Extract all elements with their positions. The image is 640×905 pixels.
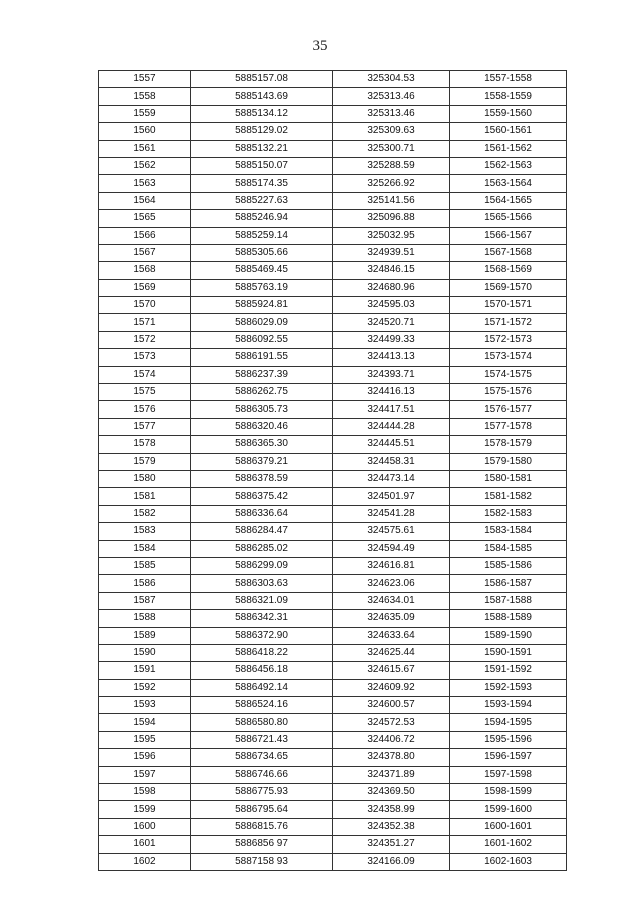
table-row: [99, 801, 567, 818]
y-coordinate-cell: 324369.50: [333, 784, 450, 801]
y-coordinate-cell: 324623.06: [333, 575, 450, 592]
segment-cell: 1591-1592: [450, 662, 567, 679]
segment-cell: 1602-1603: [450, 853, 567, 870]
point-number-cell: 1578: [99, 436, 191, 453]
table-row: [99, 766, 567, 783]
segment-cell: 1598-1599: [450, 784, 567, 801]
table-row: [99, 314, 567, 331]
y-coordinate-cell: 324393.71: [333, 366, 450, 383]
y-coordinate-cell: 324351.27: [333, 836, 450, 853]
x-coordinate-cell: 5886092.55: [191, 331, 333, 348]
y-coordinate-cell: 324371.89: [333, 766, 450, 783]
x-coordinate-cell: 5886305.73: [191, 401, 333, 418]
segment-cell: 1582-1583: [450, 505, 567, 522]
point-number-cell: 1588: [99, 610, 191, 627]
table-row: [99, 123, 567, 140]
y-coordinate-cell: 324501.97: [333, 488, 450, 505]
x-coordinate-cell: 5886237.39: [191, 366, 333, 383]
point-number-cell: 1581: [99, 488, 191, 505]
y-coordinate-cell: 324634.01: [333, 592, 450, 609]
point-number-cell: 1579: [99, 453, 191, 470]
y-coordinate-cell: 325313.46: [333, 88, 450, 105]
point-number-cell: 1569: [99, 279, 191, 296]
y-coordinate-cell: 324939.51: [333, 244, 450, 261]
point-number-cell: 1585: [99, 557, 191, 574]
point-number-cell: 1590: [99, 644, 191, 661]
segment-cell: 1597-1598: [450, 766, 567, 783]
page-number: 35: [312, 38, 328, 54]
table-row: [99, 644, 567, 661]
segment-cell: 1586-1587: [450, 575, 567, 592]
table-row: [99, 575, 567, 592]
y-coordinate-cell: 324378.80: [333, 749, 450, 766]
y-coordinate-cell: 324575.61: [333, 523, 450, 540]
point-number-cell: 1564: [99, 192, 191, 209]
segment-cell: 1560-1561: [450, 123, 567, 140]
x-coordinate-cell: 5886580.80: [191, 714, 333, 731]
table-row: [99, 384, 567, 401]
point-number-cell: 1598: [99, 784, 191, 801]
x-coordinate-cell: 5886734.65: [191, 749, 333, 766]
x-coordinate-cell: 5885259.14: [191, 227, 333, 244]
segment-cell: 1583-1584: [450, 523, 567, 540]
segment-cell: 1559-1560: [450, 105, 567, 122]
table-row: [99, 88, 567, 105]
y-coordinate-cell: 324541.28: [333, 505, 450, 522]
y-coordinate-cell: 324444.28: [333, 418, 450, 435]
table-row: [99, 784, 567, 801]
point-number-cell: 1597: [99, 766, 191, 783]
y-coordinate-cell: 324600.57: [333, 697, 450, 714]
y-coordinate-cell: 324416.13: [333, 384, 450, 401]
table-row: [99, 227, 567, 244]
y-coordinate-cell: 324499.33: [333, 331, 450, 348]
table-row: [99, 262, 567, 279]
segment-cell: 1569-1570: [450, 279, 567, 296]
y-coordinate-cell: 324473.14: [333, 470, 450, 487]
table-row: [99, 71, 567, 88]
segment-cell: 1571-1572: [450, 314, 567, 331]
point-number-cell: 1565: [99, 210, 191, 227]
point-number-cell: 1573: [99, 349, 191, 366]
table-row: [99, 662, 567, 679]
point-number-cell: 1559: [99, 105, 191, 122]
point-number-cell: 1558: [99, 88, 191, 105]
y-coordinate-cell: 325304.53: [333, 71, 450, 88]
x-coordinate-cell: 5885469.45: [191, 262, 333, 279]
x-coordinate-cell: 5886775.93: [191, 784, 333, 801]
point-number-cell: 1602: [99, 853, 191, 870]
table-row: [99, 331, 567, 348]
point-number-cell: 1570: [99, 297, 191, 314]
segment-cell: 1572-1573: [450, 331, 567, 348]
y-coordinate-cell: 324417.51: [333, 401, 450, 418]
coordinates-table-body: [99, 71, 567, 871]
segment-cell: 1585-1586: [450, 557, 567, 574]
y-coordinate-cell: 325141.56: [333, 192, 450, 209]
x-coordinate-cell: 5886379.21: [191, 453, 333, 470]
table-row: [99, 279, 567, 296]
table-row: [99, 557, 567, 574]
x-coordinate-cell: 5885246.94: [191, 210, 333, 227]
table-row: [99, 210, 567, 227]
table-row: [99, 297, 567, 314]
x-coordinate-cell: 5886191.55: [191, 349, 333, 366]
segment-cell: 1580-1581: [450, 470, 567, 487]
x-coordinate-cell: 5886320.46: [191, 418, 333, 435]
y-coordinate-cell: 324635.09: [333, 610, 450, 627]
segment-cell: 1562-1563: [450, 157, 567, 174]
table-row: [99, 453, 567, 470]
point-number-cell: 1589: [99, 627, 191, 644]
x-coordinate-cell: 5886336.64: [191, 505, 333, 522]
point-number-cell: 1594: [99, 714, 191, 731]
table-row: [99, 749, 567, 766]
segment-cell: 1577-1578: [450, 418, 567, 435]
point-number-cell: 1562: [99, 157, 191, 174]
table-row: [99, 418, 567, 435]
point-number-cell: 1580: [99, 470, 191, 487]
x-coordinate-cell: 5886262.75: [191, 384, 333, 401]
point-number-cell: 1560: [99, 123, 191, 140]
point-number-cell: 1601: [99, 836, 191, 853]
y-coordinate-cell: 325032.95: [333, 227, 450, 244]
table-row: [99, 540, 567, 557]
table-row: [99, 818, 567, 835]
table-row: [99, 244, 567, 261]
table-row: [99, 610, 567, 627]
x-coordinate-cell: 5885150.07: [191, 157, 333, 174]
y-coordinate-cell: 324615.67: [333, 662, 450, 679]
x-coordinate-cell: 5885924.81: [191, 297, 333, 314]
segment-cell: 1601-1602: [450, 836, 567, 853]
point-number-cell: 1577: [99, 418, 191, 435]
table-row: [99, 836, 567, 853]
x-coordinate-cell: 5886378.59: [191, 470, 333, 487]
point-number-cell: 1596: [99, 749, 191, 766]
table-row: [99, 627, 567, 644]
y-coordinate-cell: 325313.46: [333, 105, 450, 122]
point-number-cell: 1584: [99, 540, 191, 557]
y-coordinate-cell: 324458.31: [333, 453, 450, 470]
table-row: [99, 523, 567, 540]
y-coordinate-cell: 324352.38: [333, 818, 450, 835]
y-coordinate-cell: 325288.59: [333, 157, 450, 174]
x-coordinate-cell: 5885763.19: [191, 279, 333, 296]
table-row: [99, 853, 567, 870]
x-coordinate-cell: 5886375.42: [191, 488, 333, 505]
point-number-cell: 1600: [99, 818, 191, 835]
table-row: [99, 679, 567, 696]
y-coordinate-cell: 324572.53: [333, 714, 450, 731]
segment-cell: 1584-1585: [450, 540, 567, 557]
table-row: [99, 140, 567, 157]
x-coordinate-cell: 5886321.09: [191, 592, 333, 609]
x-coordinate-cell: 5886746.66: [191, 766, 333, 783]
segment-cell: 1579-1580: [450, 453, 567, 470]
x-coordinate-cell: 5886303.63: [191, 575, 333, 592]
segment-cell: 1578-1579: [450, 436, 567, 453]
segment-cell: 1557-1558: [450, 71, 567, 88]
point-number-cell: 1593: [99, 697, 191, 714]
segment-cell: 1587-1588: [450, 592, 567, 609]
segment-cell: 1599-1600: [450, 801, 567, 818]
segment-cell: 1592-1593: [450, 679, 567, 696]
point-number-cell: 1583: [99, 523, 191, 540]
point-number-cell: 1587: [99, 592, 191, 609]
x-coordinate-cell: 5886856 97: [191, 836, 333, 853]
x-coordinate-cell: 5885227.63: [191, 192, 333, 209]
x-coordinate-cell: 5886029.09: [191, 314, 333, 331]
segment-cell: 1589-1590: [450, 627, 567, 644]
y-coordinate-cell: 325266.92: [333, 175, 450, 192]
y-coordinate-cell: 324846.15: [333, 262, 450, 279]
segment-cell: 1576-1577: [450, 401, 567, 418]
x-coordinate-cell: 5886418.22: [191, 644, 333, 661]
segment-cell: 1595-1596: [450, 731, 567, 748]
segment-cell: 1565-1566: [450, 210, 567, 227]
point-number-cell: 1591: [99, 662, 191, 679]
point-number-cell: 1567: [99, 244, 191, 261]
table-row: [99, 731, 567, 748]
segment-cell: 1564-1565: [450, 192, 567, 209]
y-coordinate-cell: 324445.51: [333, 436, 450, 453]
point-number-cell: 1576: [99, 401, 191, 418]
table-row: [99, 714, 567, 731]
x-coordinate-cell: 5886284.47: [191, 523, 333, 540]
x-coordinate-cell: 5885143.69: [191, 88, 333, 105]
point-number-cell: 1571: [99, 314, 191, 331]
x-coordinate-cell: 5886795.64: [191, 801, 333, 818]
point-number-cell: 1566: [99, 227, 191, 244]
table-row: [99, 105, 567, 122]
y-coordinate-cell: 324520.71: [333, 314, 450, 331]
table-row: [99, 192, 567, 209]
segment-cell: 1561-1562: [450, 140, 567, 157]
point-number-cell: 1599: [99, 801, 191, 818]
segment-cell: 1590-1591: [450, 644, 567, 661]
table-row: [99, 366, 567, 383]
point-number-cell: 1574: [99, 366, 191, 383]
y-coordinate-cell: 324594.49: [333, 540, 450, 557]
point-number-cell: 1561: [99, 140, 191, 157]
x-coordinate-cell: 5886721.43: [191, 731, 333, 748]
table-row: [99, 697, 567, 714]
segment-cell: 1594-1595: [450, 714, 567, 731]
segment-cell: 1568-1569: [450, 262, 567, 279]
segment-cell: 1574-1575: [450, 366, 567, 383]
segment-cell: 1575-1576: [450, 384, 567, 401]
y-coordinate-cell: 324595.03: [333, 297, 450, 314]
x-coordinate-cell: 5886492.14: [191, 679, 333, 696]
y-coordinate-cell: 324609.92: [333, 679, 450, 696]
x-coordinate-cell: 5886456.18: [191, 662, 333, 679]
segment-cell: 1558-1559: [450, 88, 567, 105]
y-coordinate-cell: 325096.88: [333, 210, 450, 227]
point-number-cell: 1563: [99, 175, 191, 192]
x-coordinate-cell: 5886815.76: [191, 818, 333, 835]
x-coordinate-cell: 5886365.30: [191, 436, 333, 453]
y-coordinate-cell: 324413.13: [333, 349, 450, 366]
table-row: [99, 488, 567, 505]
y-coordinate-cell: 324166.09: [333, 853, 450, 870]
segment-cell: 1600-1601: [450, 818, 567, 835]
table-row: [99, 175, 567, 192]
point-number-cell: 1586: [99, 575, 191, 592]
x-coordinate-cell: 5886372.90: [191, 627, 333, 644]
x-coordinate-cell: 5885157.08: [191, 71, 333, 88]
segment-cell: 1573-1574: [450, 349, 567, 366]
y-coordinate-cell: 324358.99: [333, 801, 450, 818]
segment-cell: 1570-1571: [450, 297, 567, 314]
y-coordinate-cell: 324633.64: [333, 627, 450, 644]
point-number-cell: 1592: [99, 679, 191, 696]
segment-cell: 1596-1597: [450, 749, 567, 766]
segment-cell: 1588-1589: [450, 610, 567, 627]
x-coordinate-cell: 5885305.66: [191, 244, 333, 261]
segment-cell: 1566-1567: [450, 227, 567, 244]
table-row: [99, 592, 567, 609]
point-number-cell: 1557: [99, 71, 191, 88]
x-coordinate-cell: 5886342.31: [191, 610, 333, 627]
y-coordinate-cell: 324406.72: [333, 731, 450, 748]
x-coordinate-cell: 5885132.21: [191, 140, 333, 157]
x-coordinate-cell: 5886524.16: [191, 697, 333, 714]
table-row: [99, 349, 567, 366]
point-number-cell: 1568: [99, 262, 191, 279]
x-coordinate-cell: 5886285.02: [191, 540, 333, 557]
table-row: [99, 401, 567, 418]
segment-cell: 1567-1568: [450, 244, 567, 261]
point-number-cell: 1572: [99, 331, 191, 348]
x-coordinate-cell: 5887158 93: [191, 853, 333, 870]
x-coordinate-cell: 5885129.02: [191, 123, 333, 140]
segment-cell: 1581-1582: [450, 488, 567, 505]
coordinates-table: [98, 70, 567, 871]
y-coordinate-cell: 324625.44: [333, 644, 450, 661]
x-coordinate-cell: 5885134.12: [191, 105, 333, 122]
x-coordinate-cell: 5885174.35: [191, 175, 333, 192]
y-coordinate-cell: 324616.81: [333, 557, 450, 574]
point-number-cell: 1582: [99, 505, 191, 522]
segment-cell: 1593-1594: [450, 697, 567, 714]
y-coordinate-cell: 324680.96: [333, 279, 450, 296]
y-coordinate-cell: 325309.63: [333, 123, 450, 140]
x-coordinate-cell: 5886299.09: [191, 557, 333, 574]
segment-cell: 1563-1564: [450, 175, 567, 192]
point-number-cell: 1575: [99, 384, 191, 401]
point-number-cell: 1595: [99, 731, 191, 748]
table-row: [99, 470, 567, 487]
y-coordinate-cell: 325300.71: [333, 140, 450, 157]
table-row: [99, 157, 567, 174]
table-row: [99, 505, 567, 522]
table-row: [99, 436, 567, 453]
